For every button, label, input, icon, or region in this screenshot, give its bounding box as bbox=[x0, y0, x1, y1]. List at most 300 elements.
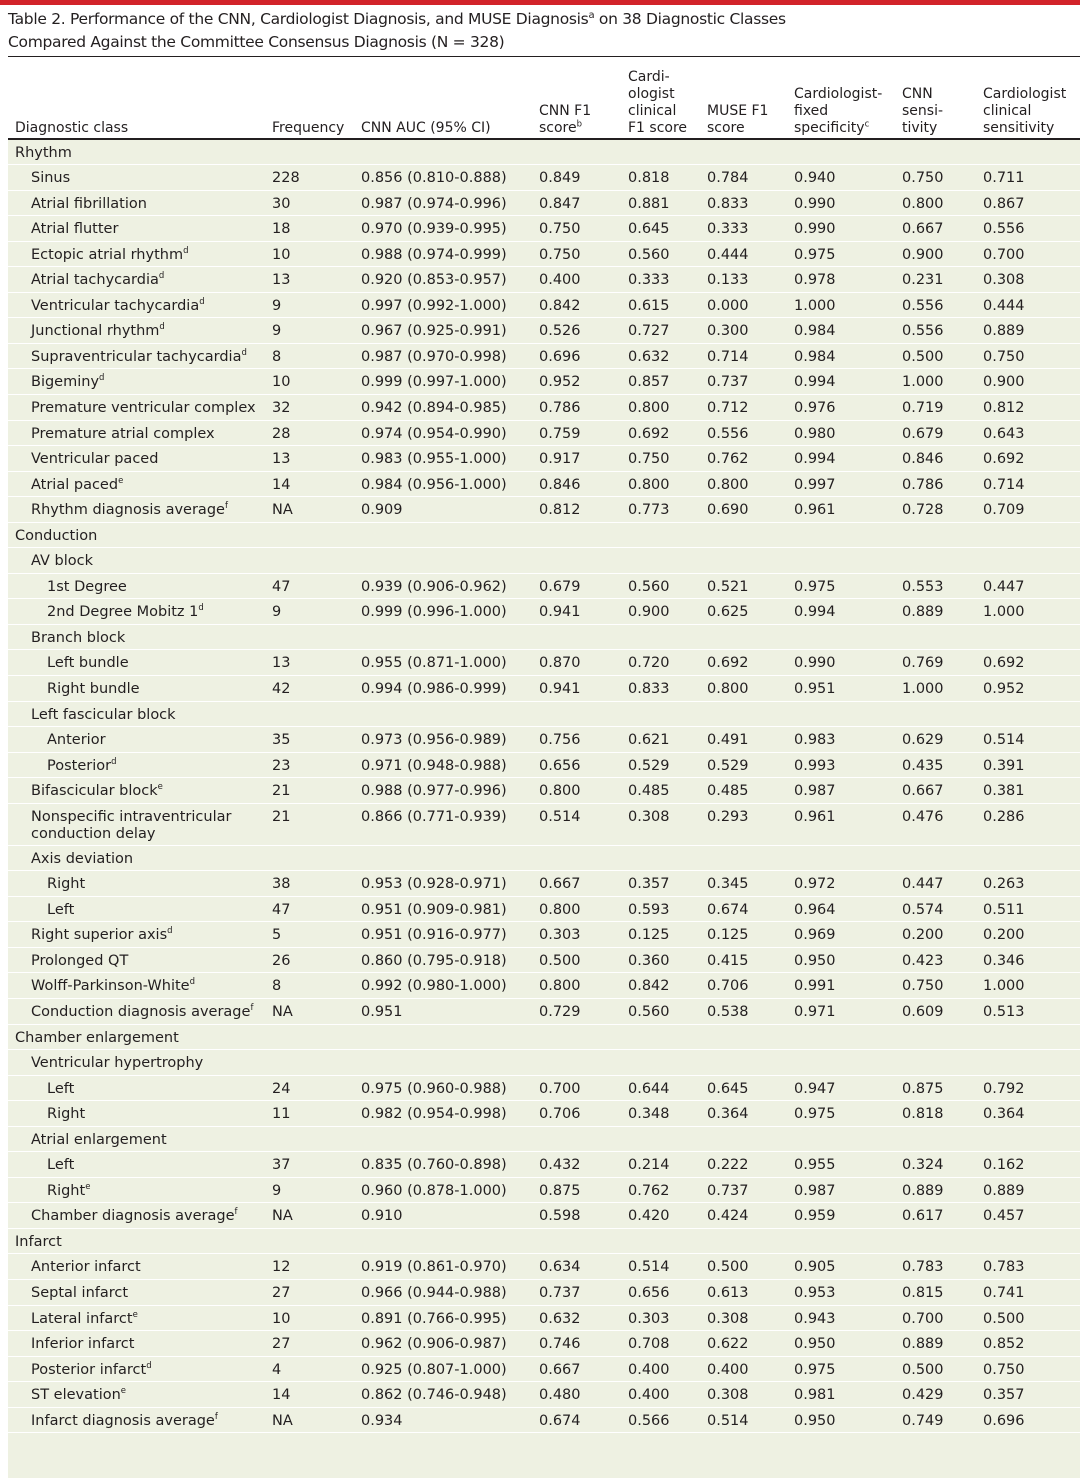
value-cell: 5 bbox=[272, 922, 361, 948]
value-cell: 30 bbox=[272, 190, 361, 216]
value-cell: 0.889 bbox=[902, 599, 983, 625]
value-cell: 0.818 bbox=[902, 1101, 983, 1127]
value-cell: 0.632 bbox=[539, 1305, 628, 1331]
value-cell: 0.940 bbox=[794, 165, 902, 191]
diagnostic-class-cell bbox=[8, 420, 272, 446]
value-cell: 0.560 bbox=[628, 573, 707, 599]
value-cell: 0.875 bbox=[539, 1177, 628, 1203]
table-row bbox=[8, 471, 1080, 497]
value-cell: 13 bbox=[272, 446, 361, 472]
footnote-marker: f bbox=[224, 501, 228, 512]
value-cell: 0.634 bbox=[539, 1254, 628, 1280]
value-cell bbox=[361, 1050, 539, 1076]
value-cell: 0.955 bbox=[794, 1152, 902, 1178]
value-cell: 0.625 bbox=[707, 599, 794, 625]
value-cell bbox=[272, 1024, 361, 1050]
value-cell: 0.842 bbox=[628, 973, 707, 999]
value-cell bbox=[794, 139, 902, 165]
table-row bbox=[8, 1254, 1080, 1280]
value-cell: 0.852 bbox=[983, 1331, 1080, 1357]
value-cell: 0.231 bbox=[902, 267, 983, 293]
footnote-marker: d bbox=[111, 756, 117, 767]
value-cell: 0.513 bbox=[983, 999, 1080, 1025]
value-cell: 0.975 bbox=[794, 1101, 902, 1127]
value-cell: 0.746 bbox=[539, 1331, 628, 1357]
value-cell: 0.435 bbox=[902, 752, 983, 778]
diagnostic-class-cell bbox=[8, 599, 272, 625]
value-cell: 35 bbox=[272, 727, 361, 753]
value-cell: 0.750 bbox=[983, 343, 1080, 369]
footnote-marker: f bbox=[214, 1411, 218, 1422]
value-cell: 0.773 bbox=[628, 497, 707, 523]
value-cell: 0.955 (0.871-1.000) bbox=[361, 650, 539, 676]
table-row bbox=[8, 267, 1080, 293]
performance-table bbox=[8, 56, 1080, 1433]
value-cell bbox=[272, 1228, 361, 1254]
value-cell: 10 bbox=[272, 241, 361, 267]
column-header bbox=[628, 57, 707, 140]
diagnostic-class-cell bbox=[8, 973, 272, 999]
value-cell: 0.815 bbox=[902, 1280, 983, 1306]
diagnostic-class-cell bbox=[8, 497, 272, 523]
value-cell: 0.984 bbox=[794, 343, 902, 369]
value-cell: 0.133 bbox=[707, 267, 794, 293]
table-row bbox=[8, 420, 1080, 446]
value-cell: 0.690 bbox=[707, 497, 794, 523]
value-cell: 0.997 (0.992-1.000) bbox=[361, 292, 539, 318]
value-cell bbox=[794, 548, 902, 574]
table-row bbox=[8, 1203, 1080, 1229]
value-cell: 0.967 (0.925-0.991) bbox=[361, 318, 539, 344]
value-cell: 13 bbox=[272, 267, 361, 293]
diagnostic-class-cell bbox=[8, 1075, 272, 1101]
diagnostic-class-label: 1st Degree bbox=[47, 578, 127, 595]
diagnostic-class-label: Rhythm diagnosis average bbox=[31, 502, 225, 519]
value-cell bbox=[361, 624, 539, 650]
value-cell: 0.609 bbox=[902, 999, 983, 1025]
table-row bbox=[8, 896, 1080, 922]
value-cell: 0.970 (0.939-0.995) bbox=[361, 216, 539, 242]
diagnostic-class-label: Sinus bbox=[31, 170, 71, 187]
value-cell: 0.987 bbox=[794, 1177, 902, 1203]
title-footnote-marker: a bbox=[588, 9, 595, 21]
diagnostic-class-cell bbox=[8, 778, 272, 804]
value-cell: 0.293 bbox=[707, 803, 794, 845]
value-cell: 0.800 bbox=[628, 394, 707, 420]
value-cell: 0.750 bbox=[628, 446, 707, 472]
value-cell: 0.480 bbox=[539, 1382, 628, 1408]
value-cell: 0.720 bbox=[628, 650, 707, 676]
diagnostic-class-label: Septal infarct bbox=[31, 1285, 129, 1302]
diagnostic-class-label: Supraventricular tachycardia bbox=[31, 348, 242, 365]
value-cell: 0.400 bbox=[628, 1356, 707, 1382]
value-cell: 0.999 (0.997-1.000) bbox=[361, 369, 539, 395]
value-cell: 0.644 bbox=[628, 1075, 707, 1101]
value-cell bbox=[361, 701, 539, 727]
value-cell: 0.345 bbox=[707, 871, 794, 897]
column-header-line: Frequency bbox=[272, 120, 345, 136]
diagnostic-class-label: Right bbox=[47, 876, 86, 893]
value-cell: 0.953 (0.928-0.971) bbox=[361, 871, 539, 897]
value-cell: 0.415 bbox=[707, 947, 794, 973]
column-header-line: CNN F1 bbox=[539, 103, 592, 119]
diagnostic-class-label: Infarct bbox=[15, 1233, 62, 1250]
value-cell: 0.900 bbox=[983, 369, 1080, 395]
value-cell: 0.692 bbox=[628, 420, 707, 446]
value-cell: 0.622 bbox=[707, 1331, 794, 1357]
value-cell bbox=[628, 522, 707, 548]
diagnostic-class-label: Conduction bbox=[15, 527, 98, 544]
value-cell bbox=[794, 624, 902, 650]
diagnostic-class-cell bbox=[8, 1101, 272, 1127]
table-row bbox=[8, 1152, 1080, 1178]
value-cell: 0.786 bbox=[539, 394, 628, 420]
footnote-marker: b bbox=[576, 119, 583, 130]
diagnostic-class-label: Chamber enlargement bbox=[15, 1029, 179, 1046]
diagnostic-class-label: Junctional rhythm bbox=[31, 323, 160, 340]
value-cell: 0.162 bbox=[983, 1152, 1080, 1178]
value-cell: 0.947 bbox=[794, 1075, 902, 1101]
diagnostic-class-cell bbox=[8, 871, 272, 897]
value-cell bbox=[539, 845, 628, 871]
diagnostic-class-label: Lateral infarct bbox=[31, 1310, 133, 1327]
value-cell bbox=[628, 139, 707, 165]
value-cell: 0.712 bbox=[707, 394, 794, 420]
table-row bbox=[8, 650, 1080, 676]
value-cell: 0.975 bbox=[794, 573, 902, 599]
value-cell: 0.656 bbox=[628, 1280, 707, 1306]
value-cell bbox=[539, 1024, 628, 1050]
value-cell: 0.621 bbox=[628, 727, 707, 753]
value-cell: 0.511 bbox=[983, 896, 1080, 922]
value-cell bbox=[707, 1050, 794, 1076]
value-cell: 0.500 bbox=[707, 1254, 794, 1280]
value-cell bbox=[983, 522, 1080, 548]
value-cell: 0.529 bbox=[628, 752, 707, 778]
value-cell: 0.875 bbox=[902, 1075, 983, 1101]
value-cell: 0.560 bbox=[628, 241, 707, 267]
value-cell: 0.960 (0.878-1.000) bbox=[361, 1177, 539, 1203]
value-cell bbox=[794, 845, 902, 871]
value-cell: 0.988 (0.977-0.996) bbox=[361, 778, 539, 804]
value-cell: 0.629 bbox=[902, 727, 983, 753]
diagnostic-class-label: Ventricular tachycardia bbox=[31, 297, 200, 314]
value-cell: 0.447 bbox=[902, 871, 983, 897]
diagnostic-class-label: Ectopic atrial rhythm bbox=[31, 246, 184, 263]
diagnostic-class-cell bbox=[8, 139, 272, 165]
value-cell: 10 bbox=[272, 369, 361, 395]
value-cell bbox=[539, 548, 628, 574]
diagnostic-class-cell bbox=[8, 471, 272, 497]
diagnostic-class-cell bbox=[8, 999, 272, 1025]
value-cell: 0.617 bbox=[902, 1203, 983, 1229]
value-cell: 0.975 bbox=[794, 241, 902, 267]
value-cell: 0.706 bbox=[539, 1101, 628, 1127]
value-cell: 0.491 bbox=[707, 727, 794, 753]
value-cell: 0.429 bbox=[902, 1382, 983, 1408]
diagnostic-class-label: Anterior infarct bbox=[31, 1259, 141, 1276]
value-cell: 0.708 bbox=[628, 1331, 707, 1357]
table-row bbox=[8, 727, 1080, 753]
value-cell: 0.381 bbox=[983, 778, 1080, 804]
diagnostic-class-cell bbox=[8, 922, 272, 948]
diagnostic-class-cell bbox=[8, 947, 272, 973]
value-cell: 0.833 bbox=[628, 675, 707, 701]
diagnostic-class-label: Right bundle bbox=[47, 680, 140, 697]
footnote-marker: e bbox=[157, 782, 163, 793]
value-cell: 0.214 bbox=[628, 1152, 707, 1178]
value-cell: 0.667 bbox=[902, 778, 983, 804]
value-cell: 0.818 bbox=[628, 165, 707, 191]
value-cell: 0.999 (0.996-1.000) bbox=[361, 599, 539, 625]
value-cell: 11 bbox=[272, 1101, 361, 1127]
value-cell: 0.942 (0.894-0.985) bbox=[361, 394, 539, 420]
value-cell bbox=[361, 522, 539, 548]
value-cell: 0.860 (0.795-0.918) bbox=[361, 947, 539, 973]
value-cell: 1.000 bbox=[983, 973, 1080, 999]
value-cell: 0.862 (0.746-0.948) bbox=[361, 1382, 539, 1408]
diagnostic-class-cell bbox=[8, 165, 272, 191]
value-cell bbox=[707, 522, 794, 548]
table-row bbox=[8, 752, 1080, 778]
value-cell: 0.750 bbox=[902, 973, 983, 999]
value-cell bbox=[902, 624, 983, 650]
value-cell: 0.784 bbox=[707, 165, 794, 191]
value-cell: 0.994 bbox=[794, 446, 902, 472]
value-cell: 0.598 bbox=[539, 1203, 628, 1229]
value-cell: 0.476 bbox=[902, 803, 983, 845]
value-cell: 228 bbox=[272, 165, 361, 191]
value-cell bbox=[628, 1024, 707, 1050]
column-header-line: Cardi- bbox=[628, 69, 670, 85]
value-cell: 0.750 bbox=[539, 241, 628, 267]
value-cell: 0.444 bbox=[707, 241, 794, 267]
diagnostic-class-cell bbox=[8, 1126, 272, 1152]
value-cell: 0.737 bbox=[539, 1280, 628, 1306]
diagnostic-class-cell bbox=[8, 394, 272, 420]
value-cell: 0.866 (0.771-0.939) bbox=[361, 803, 539, 845]
diagnostic-class-label: Bigeminy bbox=[31, 374, 100, 391]
value-cell bbox=[272, 1050, 361, 1076]
value-cell: 0.800 bbox=[539, 896, 628, 922]
value-cell: 0.500 bbox=[539, 947, 628, 973]
value-cell bbox=[902, 548, 983, 574]
column-header bbox=[361, 57, 539, 140]
value-cell: 42 bbox=[272, 675, 361, 701]
value-cell: 8 bbox=[272, 973, 361, 999]
value-cell: 0.357 bbox=[628, 871, 707, 897]
column-header bbox=[902, 57, 983, 140]
value-cell: 14 bbox=[272, 1382, 361, 1408]
value-cell: 0.881 bbox=[628, 190, 707, 216]
value-cell bbox=[983, 701, 1080, 727]
value-cell bbox=[902, 701, 983, 727]
value-cell bbox=[539, 624, 628, 650]
value-cell: 0.645 bbox=[628, 216, 707, 242]
diagnostic-class-label: Atrial enlargement bbox=[31, 1131, 167, 1148]
diagnostic-class-cell bbox=[8, 522, 272, 548]
value-cell bbox=[539, 701, 628, 727]
value-cell: 0.910 bbox=[361, 1203, 539, 1229]
value-cell: 32 bbox=[272, 394, 361, 420]
diagnostic-class-cell bbox=[8, 1177, 272, 1203]
value-cell: 0.300 bbox=[707, 318, 794, 344]
value-cell: 0.964 bbox=[794, 896, 902, 922]
value-cell: 0.360 bbox=[628, 947, 707, 973]
value-cell: 0.978 bbox=[794, 267, 902, 293]
value-cell: 0.333 bbox=[628, 267, 707, 293]
value-cell: 0.961 bbox=[794, 497, 902, 523]
diagnostic-class-cell bbox=[8, 1407, 272, 1433]
value-cell: 0.786 bbox=[902, 471, 983, 497]
value-cell: 0.656 bbox=[539, 752, 628, 778]
value-cell: 0.485 bbox=[628, 778, 707, 804]
value-cell: 0.987 (0.970-0.998) bbox=[361, 343, 539, 369]
value-cell: 0.889 bbox=[983, 318, 1080, 344]
value-cell: 0.812 bbox=[983, 394, 1080, 420]
table-row bbox=[8, 343, 1080, 369]
value-cell: 12 bbox=[272, 1254, 361, 1280]
column-header-line: fixed bbox=[794, 103, 829, 119]
value-cell bbox=[707, 139, 794, 165]
diagnostic-class-cell bbox=[8, 1331, 272, 1357]
diagnostic-class-label: Atrial fibrillation bbox=[31, 195, 147, 212]
value-cell: 0.364 bbox=[707, 1101, 794, 1127]
table-row bbox=[8, 999, 1080, 1025]
value-cell: 0.966 (0.944-0.988) bbox=[361, 1280, 539, 1306]
value-cell: NA bbox=[272, 1203, 361, 1229]
table-row bbox=[8, 292, 1080, 318]
value-cell: 0.891 (0.766-0.995) bbox=[361, 1305, 539, 1331]
value-cell: 0.846 bbox=[539, 471, 628, 497]
diagnostic-class-cell bbox=[8, 701, 272, 727]
table-row bbox=[8, 1177, 1080, 1203]
table-row bbox=[8, 1331, 1080, 1357]
value-cell: 0.917 bbox=[539, 446, 628, 472]
value-cell: 0.925 (0.807-1.000) bbox=[361, 1356, 539, 1382]
column-header bbox=[272, 57, 361, 140]
footnote-marker: d bbox=[167, 926, 173, 937]
value-cell: 0.870 bbox=[539, 650, 628, 676]
value-cell: 0.737 bbox=[707, 369, 794, 395]
table-section-row bbox=[8, 845, 1080, 871]
diagnostic-class-label: Chamber diagnosis average bbox=[31, 1208, 235, 1225]
value-cell: 18 bbox=[272, 216, 361, 242]
value-cell: 0.950 bbox=[794, 1331, 902, 1357]
diagnostic-class-label: Ventricular paced bbox=[31, 451, 159, 468]
table-section-row bbox=[8, 624, 1080, 650]
value-cell: 0.263 bbox=[983, 871, 1080, 897]
diagnostic-class-label: Wolff-Parkinson-White bbox=[31, 978, 190, 995]
value-cell: 0.934 bbox=[361, 1407, 539, 1433]
diagnostic-class-label: Left fascicular block bbox=[31, 706, 176, 723]
value-cell bbox=[794, 1024, 902, 1050]
value-cell: 0.667 bbox=[902, 216, 983, 242]
value-cell: NA bbox=[272, 999, 361, 1025]
table-title bbox=[0, 5, 1080, 55]
value-cell: 0.975 (0.960-0.988) bbox=[361, 1075, 539, 1101]
footnote-marker: d bbox=[189, 977, 195, 988]
value-cell: 0.800 bbox=[707, 675, 794, 701]
value-cell: 0.706 bbox=[707, 973, 794, 999]
value-cell bbox=[361, 845, 539, 871]
table-title-line-1 bbox=[8, 8, 1072, 31]
value-cell: 0.514 bbox=[539, 803, 628, 845]
column-header-line: score bbox=[707, 120, 745, 136]
column-header-line: clinical bbox=[983, 103, 1032, 119]
value-cell: 0.994 bbox=[794, 369, 902, 395]
value-cell: 0.500 bbox=[902, 343, 983, 369]
column-header-line: MUSE F1 bbox=[707, 103, 769, 119]
diagnostic-class-cell bbox=[8, 292, 272, 318]
table-row bbox=[8, 1407, 1080, 1433]
value-cell: 0.833 bbox=[707, 190, 794, 216]
value-cell: 0.674 bbox=[539, 1407, 628, 1433]
value-cell: 0.566 bbox=[628, 1407, 707, 1433]
diagnostic-class-label: 2nd Degree Mobitz 1 bbox=[47, 604, 199, 621]
value-cell: 0.889 bbox=[983, 1177, 1080, 1203]
diagnostic-class-label: Right bbox=[47, 1182, 86, 1199]
diagnostic-class-label: Left bbox=[47, 1157, 75, 1174]
value-cell: 14 bbox=[272, 471, 361, 497]
table-section-row bbox=[8, 1050, 1080, 1076]
table-row bbox=[8, 318, 1080, 344]
diagnostic-class-cell bbox=[8, 650, 272, 676]
value-cell: NA bbox=[272, 497, 361, 523]
table-row bbox=[8, 947, 1080, 973]
value-cell: 0.645 bbox=[707, 1075, 794, 1101]
value-cell bbox=[628, 1126, 707, 1152]
value-cell: 0.997 bbox=[794, 471, 902, 497]
diagnostic-class-cell bbox=[8, 803, 272, 845]
table-row bbox=[8, 165, 1080, 191]
value-cell bbox=[794, 1228, 902, 1254]
diagnostic-class-label: Left bundle bbox=[47, 655, 129, 672]
value-cell: 9 bbox=[272, 292, 361, 318]
value-cell bbox=[272, 139, 361, 165]
value-cell bbox=[361, 1024, 539, 1050]
value-cell bbox=[983, 1228, 1080, 1254]
value-cell bbox=[707, 548, 794, 574]
column-header bbox=[539, 57, 628, 140]
diagnostic-class-cell bbox=[8, 343, 272, 369]
value-cell: 0.756 bbox=[539, 727, 628, 753]
value-cell bbox=[707, 1024, 794, 1050]
value-cell: 0.714 bbox=[983, 471, 1080, 497]
value-cell: 0.971 bbox=[794, 999, 902, 1025]
value-cell: 0.556 bbox=[902, 292, 983, 318]
value-cell: 0.729 bbox=[539, 999, 628, 1025]
column-header-line: clinical bbox=[628, 103, 677, 119]
value-cell: 0.485 bbox=[707, 778, 794, 804]
value-cell bbox=[983, 1024, 1080, 1050]
column-header-line: CNN bbox=[902, 86, 933, 102]
value-cell bbox=[628, 845, 707, 871]
table-row bbox=[8, 922, 1080, 948]
value-cell bbox=[272, 522, 361, 548]
value-cell: 0.324 bbox=[902, 1152, 983, 1178]
value-cell: 0.847 bbox=[539, 190, 628, 216]
value-cell: 0.222 bbox=[707, 1152, 794, 1178]
value-cell: 4 bbox=[272, 1356, 361, 1382]
value-cell: 0.842 bbox=[539, 292, 628, 318]
value-cell: 0.000 bbox=[707, 292, 794, 318]
footnote-marker: d bbox=[159, 322, 165, 333]
value-cell: 0.346 bbox=[983, 947, 1080, 973]
diagnostic-class-cell bbox=[8, 1382, 272, 1408]
value-cell: 0.857 bbox=[628, 369, 707, 395]
diagnostic-class-cell bbox=[8, 1024, 272, 1050]
